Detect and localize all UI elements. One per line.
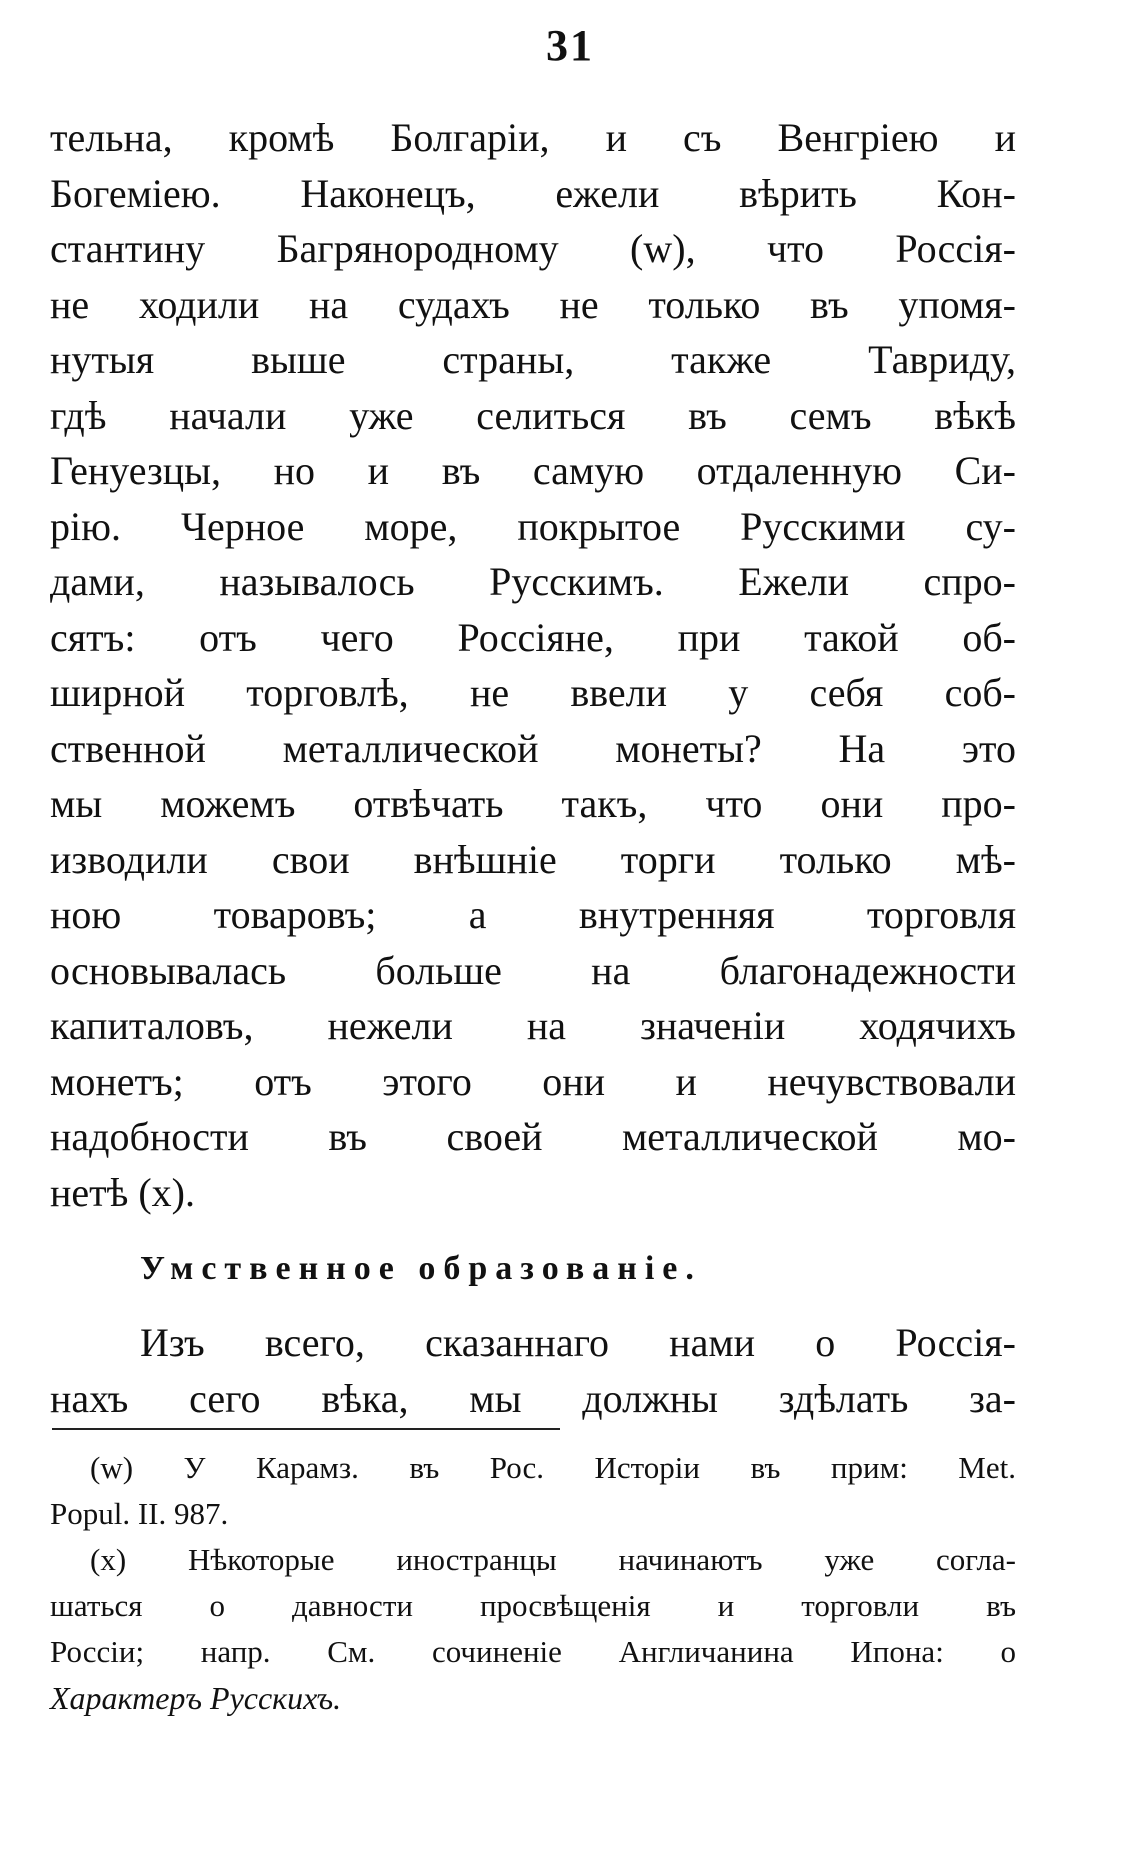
text-line: надобности въ своей металлической мо- bbox=[50, 1114, 1016, 1159]
text-line: гдѣ начали уже селиться въ семъ вѣкѣ bbox=[50, 392, 1016, 438]
main-paragraph bbox=[50, 110, 1016, 1220]
text-line: рію. Черное море, покрытое Русскими су- bbox=[50, 503, 1016, 549]
text-line: стантину Багрянородному (w), что Россія- bbox=[50, 226, 1016, 271]
footnote-x-line: шаться о давности просвѣщенія и торговли въ bbox=[50, 1588, 1016, 1623]
second-paragraph bbox=[50, 1315, 1016, 1426]
text-line: изводили свои внѣшніе торги только мѣ- bbox=[50, 836, 1016, 882]
footnote-w-line: (w) У Карамз. въ Рос. Исторіи въ прим: Met. bbox=[90, 1450, 1016, 1485]
section-heading: Умственное образованіе. bbox=[140, 1250, 702, 1287]
text-line: Изъ всего, сказаннаго нами о Россія- bbox=[140, 1320, 1016, 1365]
text-line: нетѣ (x). bbox=[50, 1169, 195, 1215]
text-line: Богеміею. Наконецъ, ежели вѣрить Кон- bbox=[50, 170, 1016, 216]
text-line: нутыя выше страны, также Тавриду, bbox=[50, 337, 1016, 382]
text-line: капиталовъ, нежели на значеніи ходячихъ bbox=[50, 1003, 1016, 1048]
page-number: 31 bbox=[546, 21, 594, 70]
text-line: дами, называлось Русскимъ. Ежели спро- bbox=[50, 559, 1016, 604]
text-line: сятъ: отъ чего Россіяне, при такой об- bbox=[50, 614, 1016, 660]
text-line: основывалась больше на благонадежности bbox=[50, 947, 1016, 993]
text-line: ною товаровъ; а внутренняя торговля bbox=[50, 892, 1016, 937]
text-line: не ходили на судахъ не только въ упомя- bbox=[50, 281, 1016, 327]
text-line: тельна, кромѣ Болгаріи, и съ Венгріею и bbox=[50, 115, 1016, 160]
text-line: монетъ; отъ этого они и нечувствовали bbox=[50, 1058, 1016, 1104]
text-line: Генуезцы, но и въ самую отдаленную Си- bbox=[50, 448, 1016, 493]
text-line: ственной металлической монеты? На это bbox=[50, 725, 1016, 771]
footnotes bbox=[50, 1445, 1016, 1721]
text-line: нахъ сего вѣка, мы должны здѣлать за- bbox=[50, 1375, 1016, 1421]
text-line: мы можемъ отвѣчать такъ, что они про- bbox=[50, 781, 1016, 826]
footnote-x-line: (x) Нѣкоторые иностранцы начинаютъ уже согла- bbox=[90, 1542, 1016, 1577]
footnote-divider bbox=[52, 1428, 560, 1430]
text-line: ширной торговлѣ, не ввели у себя соб- bbox=[50, 670, 1016, 715]
footnote-w-line: Popul. II. 987. bbox=[50, 1496, 229, 1531]
footnote-x-line: Россіи; напр. См. сочиненіе Англичанина Ипона: о bbox=[50, 1634, 1016, 1669]
footnote-x-italic-title: Характеръ Русскихъ. bbox=[50, 1680, 342, 1716]
